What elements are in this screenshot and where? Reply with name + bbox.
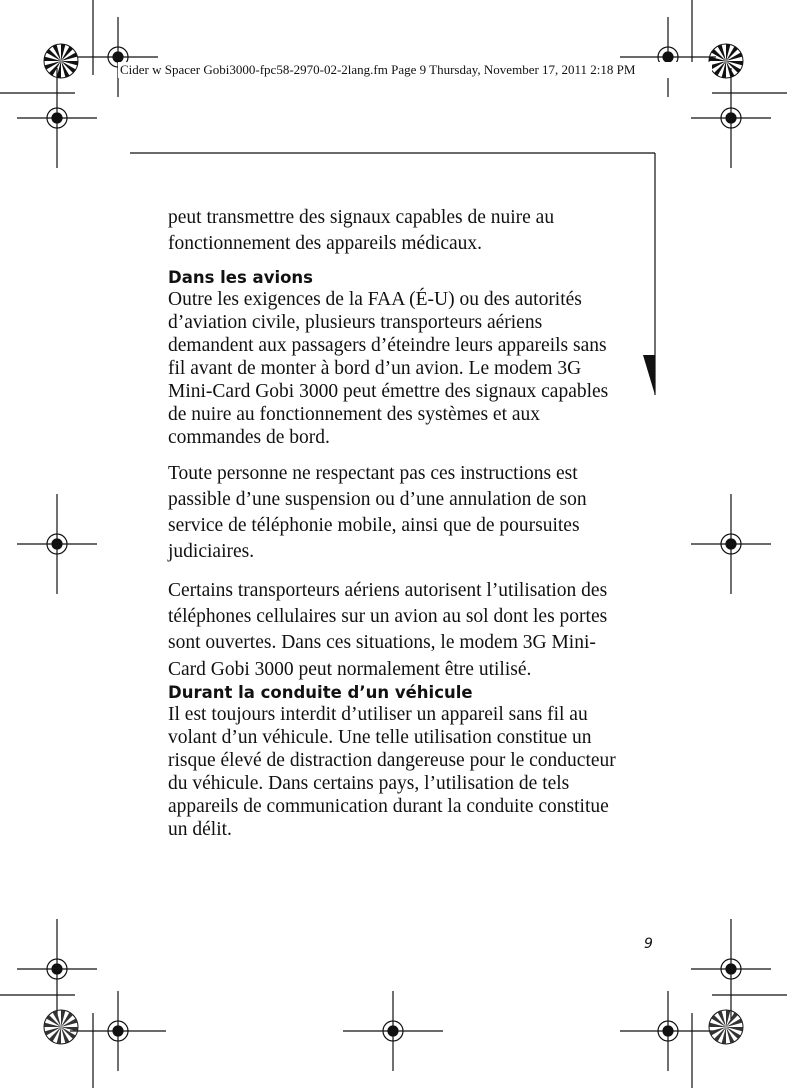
- file-slug-line: Cider w Spacer Gobi3000-fpc58-2970-02-2lang.fm Page 9 Thursday, November 17, 2011 2:18 PM: [118, 62, 712, 78]
- paragraph-conduite: Il est toujours interdit d’utiliser un appareil sans fil au volant d’un véhicule. Une telle utilisation constitue un risque élevé de distraction dangereuse pour le conducteur du véhicule. Dans certains pays, l’utilisation de tels appareils de communication durant la conduite constitue un délit.: [168, 703, 616, 840]
- paragraph-intro: peut transmettre des signaux capables de nuire au fonctionnement des appareils médicaux.: [168, 207, 555, 255]
- star-target-icon: [44, 44, 78, 78]
- page-body: [168, 205, 618, 841]
- paragraph-autorisation: Certains transporteurs aériens autorisent l’utilisation des téléphones cellulaires sur un avion au sol dont les portes sont ouvertes. Dans ces situations, le modem 3G Mini-Card Gobi 3000 peut normalement être utilisé.: [168, 579, 608, 680]
- star-target-icon: [709, 44, 743, 78]
- paragraph-sanctions: Toute personne ne respectant pas ces instructions est passible d’une suspension ou d’une annulation de son service de téléphonie mobile, ainsi que de poursuites judiciaires.: [168, 462, 587, 563]
- star-target-icon: [44, 1010, 78, 1044]
- heading-conduite: Durant la conduite d’un véhicule: [168, 682, 473, 702]
- page-number: 9: [644, 936, 653, 952]
- heading-avions: Dans les avions: [168, 267, 314, 287]
- star-target-icon: [709, 1010, 743, 1044]
- paragraph-avions: Outre les exigences de la FAA (É-U) ou des autorités d’aviation civile, plusieurs transporteurs aériens demandent aux passagers d’éteindre leurs appareils sans fil avant de monter à bord d’un avion. Le modem 3G Mini-Card Gobi 3000 peut émettre des signaux capables de nuire au fonctionnement des systèmes et aux commandes de bord.: [168, 288, 609, 448]
